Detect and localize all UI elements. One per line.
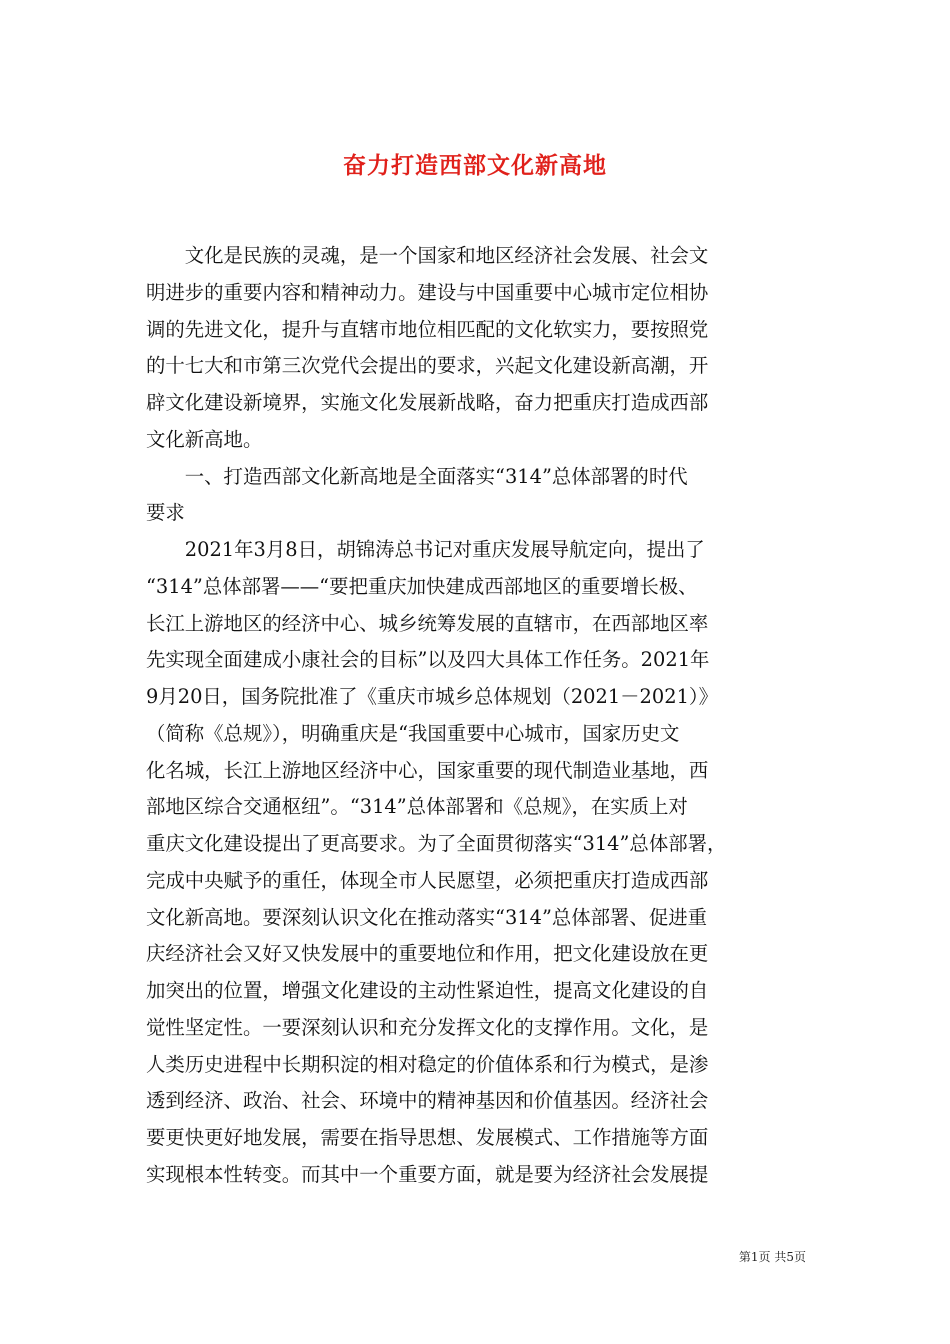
body-line: 完成中央赋予的重任，体现全市人民愿望，必须把重庆打造成西部 (146, 868, 709, 892)
section-heading-line: 一、打造西部文化新高地是全面落实“314”总体部署的时代 (146, 464, 688, 488)
document-body (146, 238, 814, 1194)
body-line: （简称《总规》），明确重庆是“我国重要中心城市，国家历史文 (146, 721, 680, 745)
body-line: 庆经济社会又好又快发展中的重要地位和作用，把文化建设放在更 (146, 942, 709, 966)
page-title: 奋力打造西部文化新高地 (343, 152, 607, 180)
body-line: 部地区综合交通枢纽”。“314”总体部署和《总规》，在实质上对 (146, 795, 688, 819)
body-line: 先实现全面建成小康社会的目标”以及四大具体工作任务。2021年 (146, 648, 710, 672)
body-line: 的十七大和市第三次党代会提出的要求，兴起文化建设新高潮，开 (146, 354, 709, 378)
body-line: 调的先进文化，提升与直辖市地位相匹配的文化软实力，要按照党 (146, 317, 709, 341)
body-line: 文化新高地。 (146, 427, 263, 451)
body-line: 明进步的重要内容和精神动力。建设与中国重要中心城市定位相协 (146, 280, 709, 304)
section-heading-line: 要求 (146, 501, 185, 525)
body-line: 人类历史进程中长期积淀的相对稳定的价值体系和行为模式，是渗 (146, 1052, 709, 1076)
body-line: 辟文化建设新境界，实施文化发展新战略，奋力把重庆打造成西部 (146, 391, 709, 414)
body-line: “314”总体部署——“要把重庆加快建成西部地区的重要增长极、 (146, 574, 698, 598)
page-number-footer: 第1页 共5页 (738, 1250, 806, 1264)
body-line: 实现根本性转变。而其中一个重要方面，就是要为经济社会发展提 (146, 1162, 709, 1186)
body-line: 重庆文化建设提出了更高要求。为了全面贯彻落实“314”总体部署， (146, 832, 727, 855)
body-line: 2021年3月8日，胡锦涛总书记对重庆发展导航定向，提出了 (146, 538, 705, 561)
body-line: 9月20日，国务院批准了《重庆市城乡总体规划（2021－2021）》 (146, 685, 718, 708)
body-line: 文化是民族的灵魂，是一个国家和地区经济社会发展、社会文 (146, 244, 709, 267)
body-line: 长江上游地区的经济中心、城乡统筹发展的直辖市，在西部地区率 (146, 611, 709, 635)
body-line: 要更快更好地发展，需要在指导思想、发展模式、工作措施等方面 (146, 1126, 709, 1149)
body-line: 化名城，长江上游地区经济中心，国家重要的现代制造业基地，西 (146, 758, 709, 782)
body-line: 文化新高地。要深刻认识文化在推动落实“314”总体部署、促进重 (146, 905, 707, 929)
body-line: 加突出的位置，增强文化建设的主动性紧迫性，提高文化建设的自 (146, 979, 709, 1002)
body-line: 觉性坚定性。一要深刻认识和充分发挥文化的支撑作用。文化，是 (146, 1015, 709, 1039)
body-line: 透到经济、政治、社会、环境中的精神基因和价值基因。经济社会 (146, 1089, 709, 1113)
